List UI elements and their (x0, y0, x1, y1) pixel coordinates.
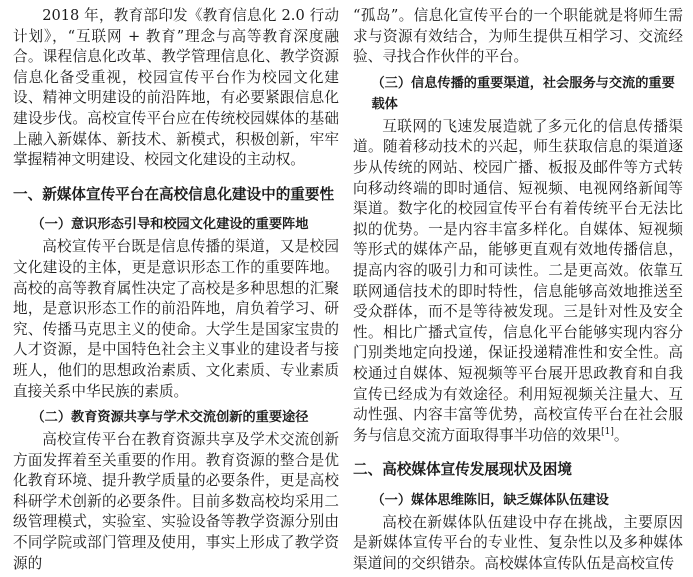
subsection-3-text: 互联网的飞速发展造就了多元化的信息传播渠道。随着移动技术的兴起，师生获取信息的渠道逐步从传统的网站、校园广播、板报及邮件等方式转向移动终端的即时通信、短视频、电视网络新闻等渠道。数字化的校园宣传平台有着传统平台无法比拟的优势。一是内容丰富多样化。自媒体、短视频等形式的媒体产品，能够更直观有效地传播信息，提高内容的吸引力和可读性。二是更高效。依靠互联网通信技术的即时特性，信息能够高效地推送至受众群体，而不是等待被发现。三是针对性及安全性。相比广播式宣传，信息化平台能够实现内容分门别类地定向投递，保证投递精准性和安全性。高校通过自媒体、短视频等平台展开思政教育和自我宣传已经成为有效途径。利用短视频关注量大、互动性强、内容丰富等优势，高校宣传平台在社会服务与信息交流方面取得事半功倍的效果 (353, 117, 683, 444)
right-column (353, 6, 683, 575)
left-column (13, 6, 339, 574)
subsection-1-heading: （一）意识形态引导和校园文化建设的重要阵地 (31, 217, 309, 233)
subsection-2-heading: （二）教育资源共享与学术交流创新的重要途径 (31, 410, 309, 426)
intro-paragraph: 2018 年，教育部印发《教育信息化 2.0 行动计划》，“互联网 + 教育”理念与高等教育深度融合。课程信息化改革、教学管理信息化、教学资源信息化备受重视，校园宣传平台作为校园文化建设、精神文明建设的前沿阵地，有必要紧跟信息化建设步伐。高校宣传平台应在传统校园媒体的基础上融入新媒体、新技术、新模式，积极创新，牢牢掌握精神文明建设、校园文化建设的主动权。 (13, 7, 339, 169)
subsection-3-end: 。 (613, 426, 629, 444)
subsection-4-heading: （一）媒体思维陈旧，缺乏媒体队伍建设 (371, 492, 609, 508)
section-1-heading: 一、新媒体宣传平台在高校信息化建设中的重要性 (13, 185, 335, 203)
subsection-2-paragraph: 高校宣传平台在教育资源共享及学术交流创新方面发挥着至关重要的作用。教育资源的整合是优化教育环境、提升教学质量的必要条件，更是高校科研学术创新的必要条件。目前多数高校均采用二级管理模式，实验室、实验设备等教学资源分别由不同学院或部门管理及使用，事实上形成了教学资源的 (13, 431, 339, 572)
subsection-3-heading: （三）信息传播的重要渠道，社会服务与交流的重要载体 (371, 75, 675, 112)
subsection-1-paragraph: 高校宣传平台既是信息传播的渠道，又是校园文化建设的主体，更是意识形态工作的重要阵地。高校的高等教育属性决定了高校是多种思想的汇聚地，是意识形态工作的前沿阵地，肩负着学习、研究、传播马克思主义的使命。大学生是国家宝贵的人才资源，是中国特色社会主义事业的建设者与接班人，他们的思想政治素质、文化素质、专业素质直接关系中华民族的素质。 (13, 238, 339, 400)
subsection-4-paragraph: 高校在新媒体队伍建设中存在挑战，主要原因是新媒体宣传平台的专业性、复杂性以及多种媒体渠道间的交织错杂。高校媒体宣传队伍是高校宣传 (353, 513, 683, 573)
subsection-3-paragraph (353, 117, 683, 447)
continued-paragraph: “孤岛”。信息化宣传平台的一个职能就是将师生需求与资源有效结合，为师生提供互相学习、交流经验、寻找合作伙伴的平台。 (353, 7, 683, 66)
citation-marker[interactable]: [1] (601, 426, 614, 437)
section-2-heading: 二、高校媒体宣传发展现状及困境 (353, 461, 572, 479)
